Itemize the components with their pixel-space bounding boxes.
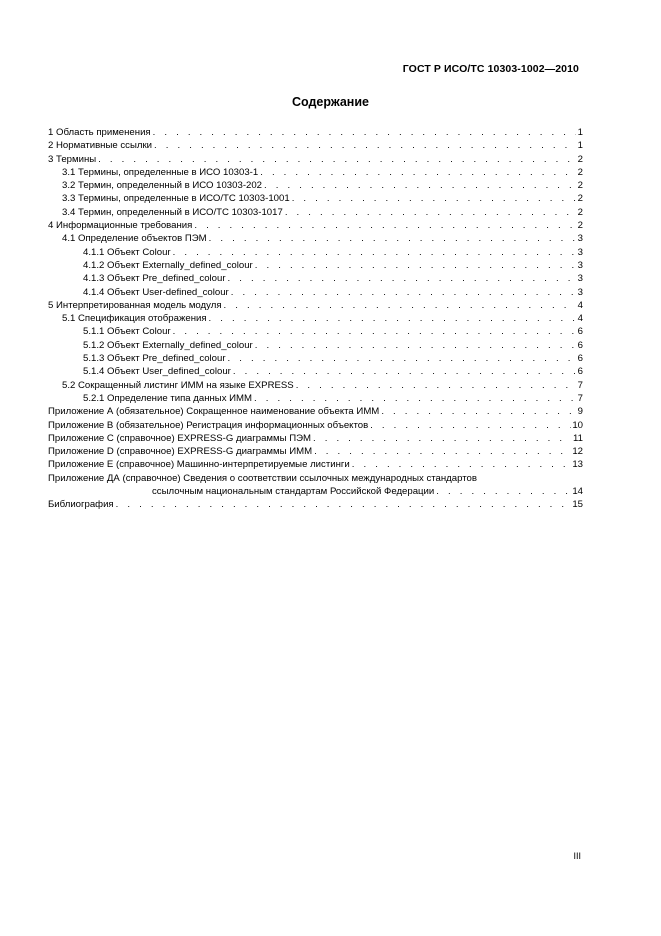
toc-entry	[48, 339, 583, 352]
toc-entry-label: Приложение D (справочное) EXPRESS-G диаграммы ИММ	[48, 446, 313, 458]
toc-entry-label: 5.1.1 Объект Colour	[83, 326, 171, 338]
toc-leader-dots	[258, 166, 576, 179]
toc-entry-page: 3	[577, 233, 583, 245]
toc-entry	[48, 232, 583, 245]
toc-entry-page: 7	[577, 379, 583, 391]
toc-entry-page: 4	[577, 313, 583, 325]
toc-entry-label: 4.1.4 Объект User-defined_colour	[83, 286, 229, 298]
toc-leader-dots	[229, 286, 576, 299]
toc-entry-label: Приложение С (справочное) EXPRESS-G диаграммы ПЭМ	[48, 432, 311, 444]
toc-leader-dots	[226, 352, 576, 365]
toc-leader-dots	[171, 325, 576, 338]
toc-leader-dots	[252, 392, 576, 405]
toc-entry-page: 6	[577, 366, 583, 378]
toc-entry	[48, 379, 583, 392]
toc-entry-label: 4.1.2 Объект Externally_defined_colour	[83, 259, 253, 271]
toc-entry-page: 1	[577, 140, 583, 152]
toc-leader-dots	[192, 219, 576, 232]
toc-leader-dots	[290, 192, 576, 205]
toc-entry	[48, 312, 583, 325]
toc-entry	[48, 352, 583, 365]
toc-entry-page: 9	[577, 406, 583, 418]
toc-entry-page: 3	[577, 259, 583, 271]
page-number: III	[573, 851, 581, 861]
toc-entry	[48, 299, 583, 312]
toc-entry	[48, 192, 583, 205]
toc-leader-dots	[311, 432, 572, 445]
toc-entry-page: 4	[577, 299, 583, 311]
toc-entry	[48, 405, 583, 418]
toc-leader-dots	[262, 179, 576, 192]
toc-entry	[48, 206, 583, 219]
toc-leader-dots	[222, 299, 576, 312]
toc-entry	[48, 126, 583, 139]
document-header: ГОСТ Р ИСО/ТС 10303-1002—2010	[402, 63, 579, 75]
toc-entry-page: 11	[573, 432, 583, 444]
toc-entry	[48, 325, 583, 338]
toc-entry-page: 2	[577, 206, 583, 218]
toc-entry	[48, 259, 583, 272]
toc-entry	[48, 246, 583, 259]
toc-entry-page: 2	[577, 220, 583, 232]
toc-entry-page: 13	[572, 459, 583, 471]
toc-entry-page: 14	[572, 486, 583, 498]
toc-leader-dots	[151, 126, 576, 139]
toc-entry	[48, 219, 583, 232]
toc-entry-label: 4.1 Определение объектов ПЭМ	[62, 233, 207, 245]
toc-entry-page: 2	[577, 153, 583, 165]
toc-entry-label: 5.2 Сокращенный листинг ИММ на языке EXPRESS	[62, 379, 294, 391]
toc-entry	[48, 153, 583, 166]
toc-entry	[48, 179, 583, 192]
toc-entry	[48, 272, 583, 285]
toc-entry-page: 6	[577, 326, 583, 338]
toc-entry-label: 3.1 Термины, определенные в ИСО 10303-1	[62, 166, 259, 178]
toc-leader-dots	[312, 445, 571, 458]
toc-entry	[48, 365, 583, 378]
toc-entry-label: 2 Нормативные ссылки	[48, 140, 153, 152]
toc-leader-dots	[171, 246, 576, 259]
toc-entry-page: 1	[577, 127, 583, 138]
toc-leader-dots	[283, 206, 576, 219]
toc-entry-label: 5.1.2 Объект Externally_defined_colour	[83, 339, 253, 351]
page-title: Содержание	[291, 95, 369, 109]
toc-leader-dots	[152, 139, 576, 152]
toc-entry-label: 4.1.1 Объект Colour	[83, 246, 171, 258]
toc-entry	[48, 498, 583, 511]
toc-leader-dots	[368, 419, 571, 432]
toc-entry	[48, 458, 583, 471]
toc-leader-dots	[231, 365, 576, 378]
toc-entry-label: Приложение В (обязательное) Регистрация информационных объектов	[48, 419, 369, 431]
toc-entry-label: 4.1.3 Объект Pre_defined_colour	[83, 273, 226, 285]
toc-entry-page: 12	[572, 446, 583, 458]
toc-entry-page: 2	[577, 180, 583, 192]
toc-entry-label: 5.1 Спецификация отображения	[62, 313, 207, 325]
toc-leader-dots	[253, 339, 576, 352]
toc-entry-label: 1 Область применения	[48, 127, 151, 138]
toc-leader-dots	[207, 312, 576, 325]
toc-leader-dots	[350, 458, 572, 471]
toc-entry	[48, 139, 583, 152]
toc-entry-page: 7	[577, 392, 583, 404]
toc-entry	[48, 392, 583, 405]
toc-entry	[48, 419, 583, 432]
toc-entry-page: 6	[577, 353, 583, 365]
toc-entry-label: 3.2 Термин, определенный в ИСО 10303-202	[62, 180, 263, 192]
toc-leader-dots	[379, 405, 576, 418]
toc-entry-continuation	[48, 485, 583, 498]
toc-entry-page: 2	[577, 193, 583, 205]
toc-entry-label: 5.1.4 Объект User_defined_colour	[83, 366, 231, 378]
toc-entry	[48, 445, 583, 458]
toc-leader-dots	[294, 379, 576, 392]
toc-leader-dots	[114, 498, 572, 511]
toc-entry	[48, 472, 583, 485]
toc-leader-dots	[207, 232, 576, 245]
toc-entry-label: 3 Термины	[48, 153, 97, 165]
toc-entry-page: 2	[577, 166, 583, 178]
toc-leader-dots	[226, 272, 576, 285]
toc-entry-page: 6	[577, 339, 583, 351]
toc-entry-page: 3	[577, 273, 583, 285]
toc-entry	[48, 286, 583, 299]
toc-entry	[48, 432, 583, 445]
toc-entry-label: 5.2.1 Определение типа данных ИММ	[83, 392, 253, 404]
toc-entry-label: Приложение А (обязательное) Сокращенное наименование объекта ИММ	[48, 406, 380, 418]
toc-leader-dots	[434, 485, 571, 498]
toc-entry-label: ссылочным национальным стандартам Российской Федерации	[152, 486, 435, 498]
toc-leader-dots	[253, 259, 576, 272]
toc-entry-label: 5.1.3 Объект Pre_defined_colour	[83, 353, 226, 365]
toc-entry-page: 15	[572, 499, 583, 511]
toc-entry-label: Библиография	[48, 499, 114, 511]
toc-entry-page: 10	[572, 419, 583, 431]
table-of-contents	[48, 126, 583, 512]
toc-entry-label: Приложение Е (справочное) Машинно-интерпретируемые листинги	[48, 459, 350, 471]
toc-entry-page: 3	[577, 246, 583, 258]
toc-entry-label: 5 Интерпретированная модель модуля	[48, 299, 222, 311]
toc-entry-page: 3	[577, 286, 583, 298]
toc-entry-label: 3.4 Термин, определенный в ИСО/ТС 10303-1017	[62, 206, 283, 218]
toc-entry-label: 4 Информационные требования	[48, 220, 193, 232]
toc-entry-label: Приложение ДА (справочное) Сведения о соответствии ссылочных международных стандартов	[48, 472, 477, 484]
toc-entry-label: 3.3 Термины, определенные в ИСО/ТС 10303-1001	[62, 193, 290, 205]
toc-leader-dots	[96, 153, 576, 166]
toc-entry	[48, 166, 583, 179]
